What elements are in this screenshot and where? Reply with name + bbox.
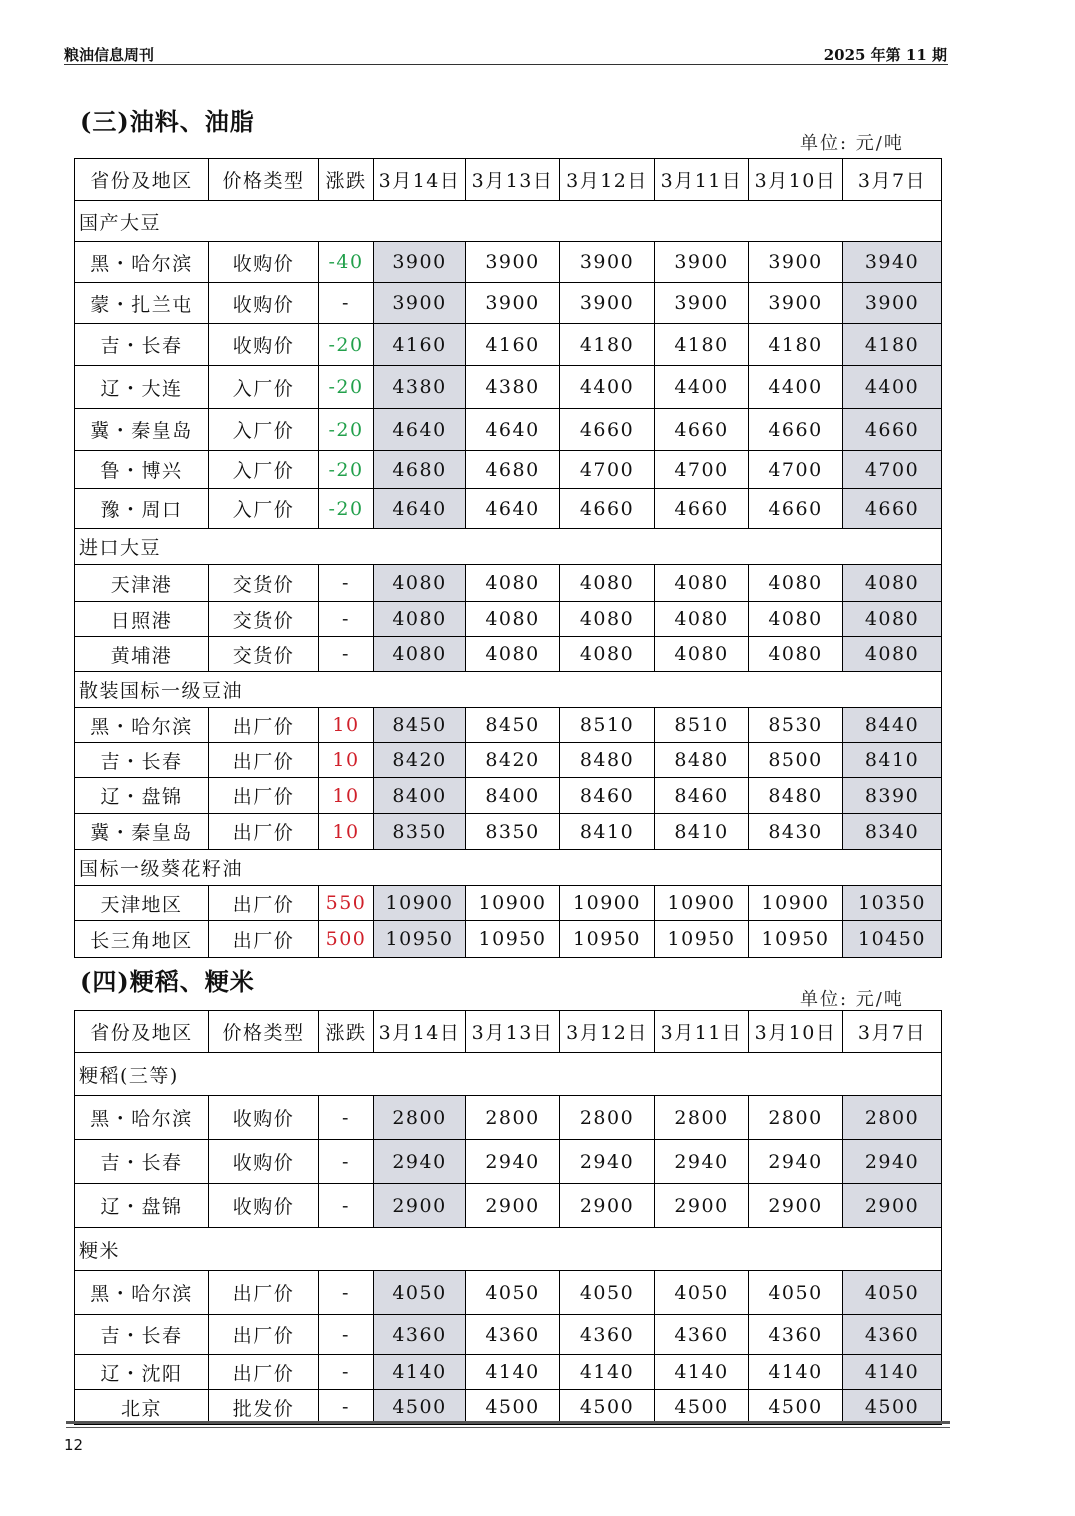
price-cell: 10950 bbox=[560, 921, 655, 958]
price-cell: 10950 bbox=[749, 921, 843, 958]
price-cell: 2900 bbox=[560, 1184, 655, 1228]
oilseeds-price-table bbox=[74, 158, 942, 958]
price-cell: 4360 bbox=[655, 1315, 749, 1355]
region-cell: 日照港 bbox=[75, 602, 209, 637]
price-cell: 4680 bbox=[374, 451, 466, 489]
price-cell: 2900 bbox=[466, 1184, 560, 1228]
price-cell: 8510 bbox=[560, 708, 655, 743]
price-cell: 8510 bbox=[655, 708, 749, 743]
price-type-cell: 出厂价 bbox=[209, 1271, 319, 1315]
price-cell: 10950 bbox=[655, 921, 749, 958]
price-cell: 8340 bbox=[843, 814, 942, 850]
region-cell: 天津地区 bbox=[75, 886, 209, 921]
footer-divider-thin bbox=[66, 1427, 950, 1428]
change-cell: - bbox=[319, 637, 374, 672]
price-cell: 4700 bbox=[655, 451, 749, 489]
price-cell: 4680 bbox=[466, 451, 560, 489]
region-cell: 辽・盘锦 bbox=[75, 1184, 209, 1228]
price-cell: 4700 bbox=[749, 451, 843, 489]
column-header: 3月7日 bbox=[843, 1011, 942, 1053]
change-cell: - bbox=[319, 602, 374, 637]
region-cell: 豫・周口 bbox=[75, 489, 209, 529]
price-cell: 2800 bbox=[843, 1096, 942, 1140]
price-cell: 4080 bbox=[749, 602, 843, 637]
change-cell: 10 bbox=[319, 743, 374, 778]
table-row bbox=[75, 1271, 942, 1315]
price-type-cell: 入厂价 bbox=[209, 489, 319, 529]
change-cell: - bbox=[319, 565, 374, 602]
issue-number: 2025 年第 11 期 bbox=[823, 46, 947, 64]
price-cell: 4660 bbox=[560, 489, 655, 529]
price-cell: 10450 bbox=[843, 921, 942, 958]
price-cell: 4360 bbox=[749, 1315, 843, 1355]
section-title-oilseeds: (三)油料、油脂 bbox=[80, 107, 255, 136]
publication-title: 粮油信息周刊 bbox=[64, 46, 155, 64]
table-row bbox=[75, 602, 942, 637]
price-type-cell: 出厂价 bbox=[209, 886, 319, 921]
table-row bbox=[75, 778, 942, 814]
change-cell: 10 bbox=[319, 814, 374, 850]
price-cell: 8460 bbox=[655, 778, 749, 814]
region-cell: 长三角地区 bbox=[75, 921, 209, 958]
price-type-cell: 交货价 bbox=[209, 565, 319, 602]
price-cell: 8450 bbox=[466, 708, 560, 743]
table-row bbox=[75, 1315, 942, 1355]
price-cell: 2800 bbox=[374, 1096, 466, 1140]
column-header: 3月11日 bbox=[655, 159, 749, 201]
table-row bbox=[75, 921, 942, 958]
price-cell: 8450 bbox=[374, 708, 466, 743]
price-cell: 4080 bbox=[749, 637, 843, 672]
column-header: 省份及地区 bbox=[75, 159, 209, 201]
price-cell: 8400 bbox=[374, 778, 466, 814]
column-header: 3月11日 bbox=[655, 1011, 749, 1053]
table-header-row bbox=[75, 1011, 942, 1053]
price-type-cell: 出厂价 bbox=[209, 921, 319, 958]
change-cell: 10 bbox=[319, 708, 374, 743]
price-cell: 8390 bbox=[843, 778, 942, 814]
region-cell: 黑・哈尔滨 bbox=[75, 1271, 209, 1315]
column-header: 价格类型 bbox=[209, 1011, 319, 1053]
table-row bbox=[75, 637, 942, 672]
table-header-row bbox=[75, 159, 942, 201]
table-row bbox=[75, 366, 942, 409]
price-cell: 8460 bbox=[560, 778, 655, 814]
region-cell: 吉・长春 bbox=[75, 324, 209, 366]
price-cell: 2940 bbox=[374, 1140, 466, 1184]
price-cell: 4080 bbox=[374, 602, 466, 637]
region-cell: 冀・秦皇岛 bbox=[75, 409, 209, 451]
price-cell: 8480 bbox=[749, 778, 843, 814]
price-cell: 4160 bbox=[466, 324, 560, 366]
price-cell: 4400 bbox=[843, 366, 942, 409]
price-cell: 4140 bbox=[466, 1355, 560, 1390]
region-cell: 黄埔港 bbox=[75, 637, 209, 672]
price-cell: 8440 bbox=[843, 708, 942, 743]
price-cell: 8350 bbox=[374, 814, 466, 850]
price-cell: 4660 bbox=[749, 489, 843, 529]
unit-label-rice: 单位: 元/吨 bbox=[800, 989, 904, 1010]
price-cell: 2800 bbox=[560, 1096, 655, 1140]
price-cell: 4360 bbox=[466, 1315, 560, 1355]
price-type-cell: 出厂价 bbox=[209, 743, 319, 778]
price-cell: 3900 bbox=[749, 283, 843, 324]
price-cell: 3900 bbox=[843, 283, 942, 324]
price-type-cell: 收购价 bbox=[209, 1140, 319, 1184]
region-cell: 黑・哈尔滨 bbox=[75, 708, 209, 743]
change-cell: 10 bbox=[319, 778, 374, 814]
price-cell: 4660 bbox=[843, 489, 942, 529]
change-cell: -20 bbox=[319, 324, 374, 366]
price-cell: 4640 bbox=[466, 409, 560, 451]
price-cell: 4080 bbox=[466, 602, 560, 637]
price-cell: 2900 bbox=[843, 1184, 942, 1228]
price-type-cell: 收购价 bbox=[209, 1184, 319, 1228]
price-cell: 3900 bbox=[374, 242, 466, 283]
column-header: 3月14日 bbox=[374, 1011, 466, 1053]
price-type-cell: 收购价 bbox=[209, 283, 319, 324]
rice-price-table bbox=[74, 1010, 942, 1425]
change-cell: -20 bbox=[319, 366, 374, 409]
column-header: 省份及地区 bbox=[75, 1011, 209, 1053]
price-type-cell: 出厂价 bbox=[209, 708, 319, 743]
price-cell: 4360 bbox=[374, 1315, 466, 1355]
price-type-cell: 入厂价 bbox=[209, 366, 319, 409]
price-cell: 3900 bbox=[655, 283, 749, 324]
change-cell: - bbox=[319, 283, 374, 324]
price-cell: 4080 bbox=[466, 565, 560, 602]
price-cell: 3900 bbox=[655, 242, 749, 283]
region-cell: 辽・沈阳 bbox=[75, 1355, 209, 1390]
region-cell: 吉・长春 bbox=[75, 1315, 209, 1355]
price-cell: 3900 bbox=[749, 242, 843, 283]
table-row bbox=[75, 1184, 942, 1228]
price-cell: 4180 bbox=[843, 324, 942, 366]
category-label: 进口大豆 bbox=[75, 529, 942, 565]
price-cell: 4140 bbox=[749, 1355, 843, 1390]
price-cell: 4080 bbox=[655, 602, 749, 637]
change-cell: - bbox=[319, 1390, 374, 1425]
column-header: 3月13日 bbox=[466, 159, 560, 201]
price-cell: 3900 bbox=[374, 283, 466, 324]
change-cell: -40 bbox=[319, 242, 374, 283]
price-type-cell: 出厂价 bbox=[209, 1355, 319, 1390]
price-cell: 8410 bbox=[655, 814, 749, 850]
price-cell: 4400 bbox=[560, 366, 655, 409]
column-header: 涨跌 bbox=[319, 159, 374, 201]
change-cell: - bbox=[319, 1271, 374, 1315]
price-cell: 4140 bbox=[374, 1355, 466, 1390]
price-cell: 4660 bbox=[843, 409, 942, 451]
column-header: 3月14日 bbox=[374, 159, 466, 201]
table-row bbox=[75, 1096, 942, 1140]
price-type-cell: 出厂价 bbox=[209, 814, 319, 850]
price-cell: 4500 bbox=[466, 1390, 560, 1425]
change-cell: -20 bbox=[319, 409, 374, 451]
table-row bbox=[75, 1140, 942, 1184]
change-cell: - bbox=[319, 1140, 374, 1184]
price-cell: 4500 bbox=[749, 1390, 843, 1425]
price-cell: 3900 bbox=[560, 242, 655, 283]
price-cell: 3900 bbox=[466, 242, 560, 283]
column-header: 3月10日 bbox=[749, 1011, 843, 1053]
price-cell: 2900 bbox=[749, 1184, 843, 1228]
price-cell: 8500 bbox=[749, 743, 843, 778]
change-cell: 550 bbox=[319, 886, 374, 921]
price-type-cell: 交货价 bbox=[209, 637, 319, 672]
price-cell: 4700 bbox=[560, 451, 655, 489]
price-cell: 4080 bbox=[843, 602, 942, 637]
change-cell: - bbox=[319, 1315, 374, 1355]
section-title-rice: (四)粳稻、粳米 bbox=[80, 967, 255, 996]
region-cell: 北京 bbox=[75, 1390, 209, 1425]
price-cell: 4660 bbox=[749, 409, 843, 451]
price-cell: 4500 bbox=[843, 1390, 942, 1425]
price-cell: 4660 bbox=[655, 409, 749, 451]
price-cell: 4050 bbox=[374, 1271, 466, 1315]
price-cell: 8400 bbox=[466, 778, 560, 814]
price-cell: 4080 bbox=[843, 637, 942, 672]
table-row bbox=[75, 242, 942, 283]
price-cell: 4140 bbox=[560, 1355, 655, 1390]
price-cell: 8420 bbox=[466, 743, 560, 778]
table-row bbox=[75, 886, 942, 921]
price-cell: 4080 bbox=[843, 565, 942, 602]
footer-divider-thick bbox=[66, 1421, 950, 1424]
price-cell: 4080 bbox=[560, 637, 655, 672]
price-cell: 10900 bbox=[560, 886, 655, 921]
price-cell: 2940 bbox=[560, 1140, 655, 1184]
price-cell: 2900 bbox=[655, 1184, 749, 1228]
region-cell: 辽・盘锦 bbox=[75, 778, 209, 814]
price-cell: 4180 bbox=[655, 324, 749, 366]
price-type-cell: 收购价 bbox=[209, 1096, 319, 1140]
price-cell: 2940 bbox=[843, 1140, 942, 1184]
category-label: 国产大豆 bbox=[75, 201, 942, 242]
column-header: 3月13日 bbox=[466, 1011, 560, 1053]
price-cell: 4080 bbox=[466, 637, 560, 672]
price-cell: 3900 bbox=[560, 283, 655, 324]
price-cell: 8530 bbox=[749, 708, 843, 743]
price-cell: 4080 bbox=[374, 565, 466, 602]
price-cell: 4700 bbox=[843, 451, 942, 489]
price-cell: 4160 bbox=[374, 324, 466, 366]
change-cell: -20 bbox=[319, 489, 374, 529]
price-cell: 8410 bbox=[560, 814, 655, 850]
price-cell: 4050 bbox=[655, 1271, 749, 1315]
price-cell: 4050 bbox=[749, 1271, 843, 1315]
price-cell: 2940 bbox=[655, 1140, 749, 1184]
price-cell: 4400 bbox=[749, 366, 843, 409]
price-cell: 4080 bbox=[655, 565, 749, 602]
price-cell: 4140 bbox=[843, 1355, 942, 1390]
price-type-cell: 入厂价 bbox=[209, 409, 319, 451]
table-row bbox=[75, 324, 942, 366]
column-header: 价格类型 bbox=[209, 159, 319, 201]
table-row bbox=[75, 743, 942, 778]
table-row bbox=[75, 1355, 942, 1390]
price-type-cell: 批发价 bbox=[209, 1390, 319, 1425]
unit-label-oilseeds: 单位: 元/吨 bbox=[800, 133, 904, 154]
price-cell: 4380 bbox=[466, 366, 560, 409]
category-row bbox=[75, 201, 942, 242]
price-cell: 4180 bbox=[749, 324, 843, 366]
region-cell: 辽・大连 bbox=[75, 366, 209, 409]
price-cell: 4080 bbox=[374, 637, 466, 672]
column-header: 涨跌 bbox=[319, 1011, 374, 1053]
price-cell: 4050 bbox=[843, 1271, 942, 1315]
price-cell: 10950 bbox=[466, 921, 560, 958]
price-cell: 4380 bbox=[374, 366, 466, 409]
price-cell: 4050 bbox=[560, 1271, 655, 1315]
category-label: 粳稻(三等) bbox=[75, 1053, 942, 1096]
price-type-cell: 入厂价 bbox=[209, 451, 319, 489]
region-cell: 吉・长春 bbox=[75, 1140, 209, 1184]
category-row bbox=[75, 1228, 942, 1271]
price-cell: 8430 bbox=[749, 814, 843, 850]
change-cell: - bbox=[319, 1096, 374, 1140]
page-number: 12 bbox=[64, 1436, 84, 1454]
price-cell: 4140 bbox=[655, 1355, 749, 1390]
column-header: 3月12日 bbox=[560, 1011, 655, 1053]
region-cell: 冀・秦皇岛 bbox=[75, 814, 209, 850]
table-row bbox=[75, 283, 942, 324]
change-cell: 500 bbox=[319, 921, 374, 958]
category-row bbox=[75, 850, 942, 886]
price-cell: 4360 bbox=[843, 1315, 942, 1355]
category-row bbox=[75, 672, 942, 708]
table-row bbox=[75, 489, 942, 529]
price-cell: 2940 bbox=[749, 1140, 843, 1184]
price-cell: 2800 bbox=[749, 1096, 843, 1140]
price-cell: 4640 bbox=[466, 489, 560, 529]
column-header: 3月12日 bbox=[560, 159, 655, 201]
region-cell: 鲁・博兴 bbox=[75, 451, 209, 489]
price-cell: 4500 bbox=[374, 1390, 466, 1425]
price-cell: 4500 bbox=[655, 1390, 749, 1425]
price-cell: 4080 bbox=[655, 637, 749, 672]
table-row bbox=[75, 1390, 942, 1425]
table-row bbox=[75, 409, 942, 451]
change-cell: - bbox=[319, 1184, 374, 1228]
category-row bbox=[75, 1053, 942, 1096]
table-row bbox=[75, 451, 942, 489]
header-divider bbox=[64, 64, 948, 65]
table-row bbox=[75, 565, 942, 602]
price-cell: 4360 bbox=[560, 1315, 655, 1355]
price-cell: 4640 bbox=[374, 409, 466, 451]
category-row bbox=[75, 529, 942, 565]
price-cell: 4660 bbox=[560, 409, 655, 451]
region-cell: 吉・长春 bbox=[75, 743, 209, 778]
price-cell: 2940 bbox=[466, 1140, 560, 1184]
price-cell: 10900 bbox=[374, 886, 466, 921]
price-cell: 8480 bbox=[655, 743, 749, 778]
table-row bbox=[75, 814, 942, 850]
column-header: 3月10日 bbox=[749, 159, 843, 201]
price-cell: 2800 bbox=[466, 1096, 560, 1140]
price-cell: 10900 bbox=[466, 886, 560, 921]
price-cell: 4180 bbox=[560, 324, 655, 366]
category-label: 粳米 bbox=[75, 1228, 942, 1271]
price-cell: 8480 bbox=[560, 743, 655, 778]
price-cell: 10900 bbox=[655, 886, 749, 921]
region-cell: 蒙・扎兰屯 bbox=[75, 283, 209, 324]
price-cell: 4080 bbox=[749, 565, 843, 602]
price-type-cell: 出厂价 bbox=[209, 1315, 319, 1355]
price-cell: 4400 bbox=[655, 366, 749, 409]
category-label: 国标一级葵花籽油 bbox=[75, 850, 942, 886]
category-label: 散装国标一级豆油 bbox=[75, 672, 942, 708]
price-cell: 10950 bbox=[374, 921, 466, 958]
price-type-cell: 收购价 bbox=[209, 324, 319, 366]
price-type-cell: 交货价 bbox=[209, 602, 319, 637]
price-cell: 3940 bbox=[843, 242, 942, 283]
price-cell: 3900 bbox=[466, 283, 560, 324]
region-cell: 黑・哈尔滨 bbox=[75, 242, 209, 283]
price-cell: 10900 bbox=[749, 886, 843, 921]
price-cell: 4080 bbox=[560, 602, 655, 637]
price-cell: 10350 bbox=[843, 886, 942, 921]
price-cell: 4660 bbox=[655, 489, 749, 529]
change-cell: - bbox=[319, 1355, 374, 1390]
change-cell: -20 bbox=[319, 451, 374, 489]
price-cell: 8420 bbox=[374, 743, 466, 778]
price-cell: 4050 bbox=[466, 1271, 560, 1315]
price-cell: 8350 bbox=[466, 814, 560, 850]
price-type-cell: 出厂价 bbox=[209, 778, 319, 814]
price-cell: 4640 bbox=[374, 489, 466, 529]
price-cell: 8410 bbox=[843, 743, 942, 778]
price-cell: 2900 bbox=[374, 1184, 466, 1228]
price-cell: 2800 bbox=[655, 1096, 749, 1140]
region-cell: 天津港 bbox=[75, 565, 209, 602]
column-header: 3月7日 bbox=[843, 159, 942, 201]
region-cell: 黑・哈尔滨 bbox=[75, 1096, 209, 1140]
table-row bbox=[75, 708, 942, 743]
price-cell: 4500 bbox=[560, 1390, 655, 1425]
price-cell: 4080 bbox=[560, 565, 655, 602]
price-type-cell: 收购价 bbox=[209, 242, 319, 283]
